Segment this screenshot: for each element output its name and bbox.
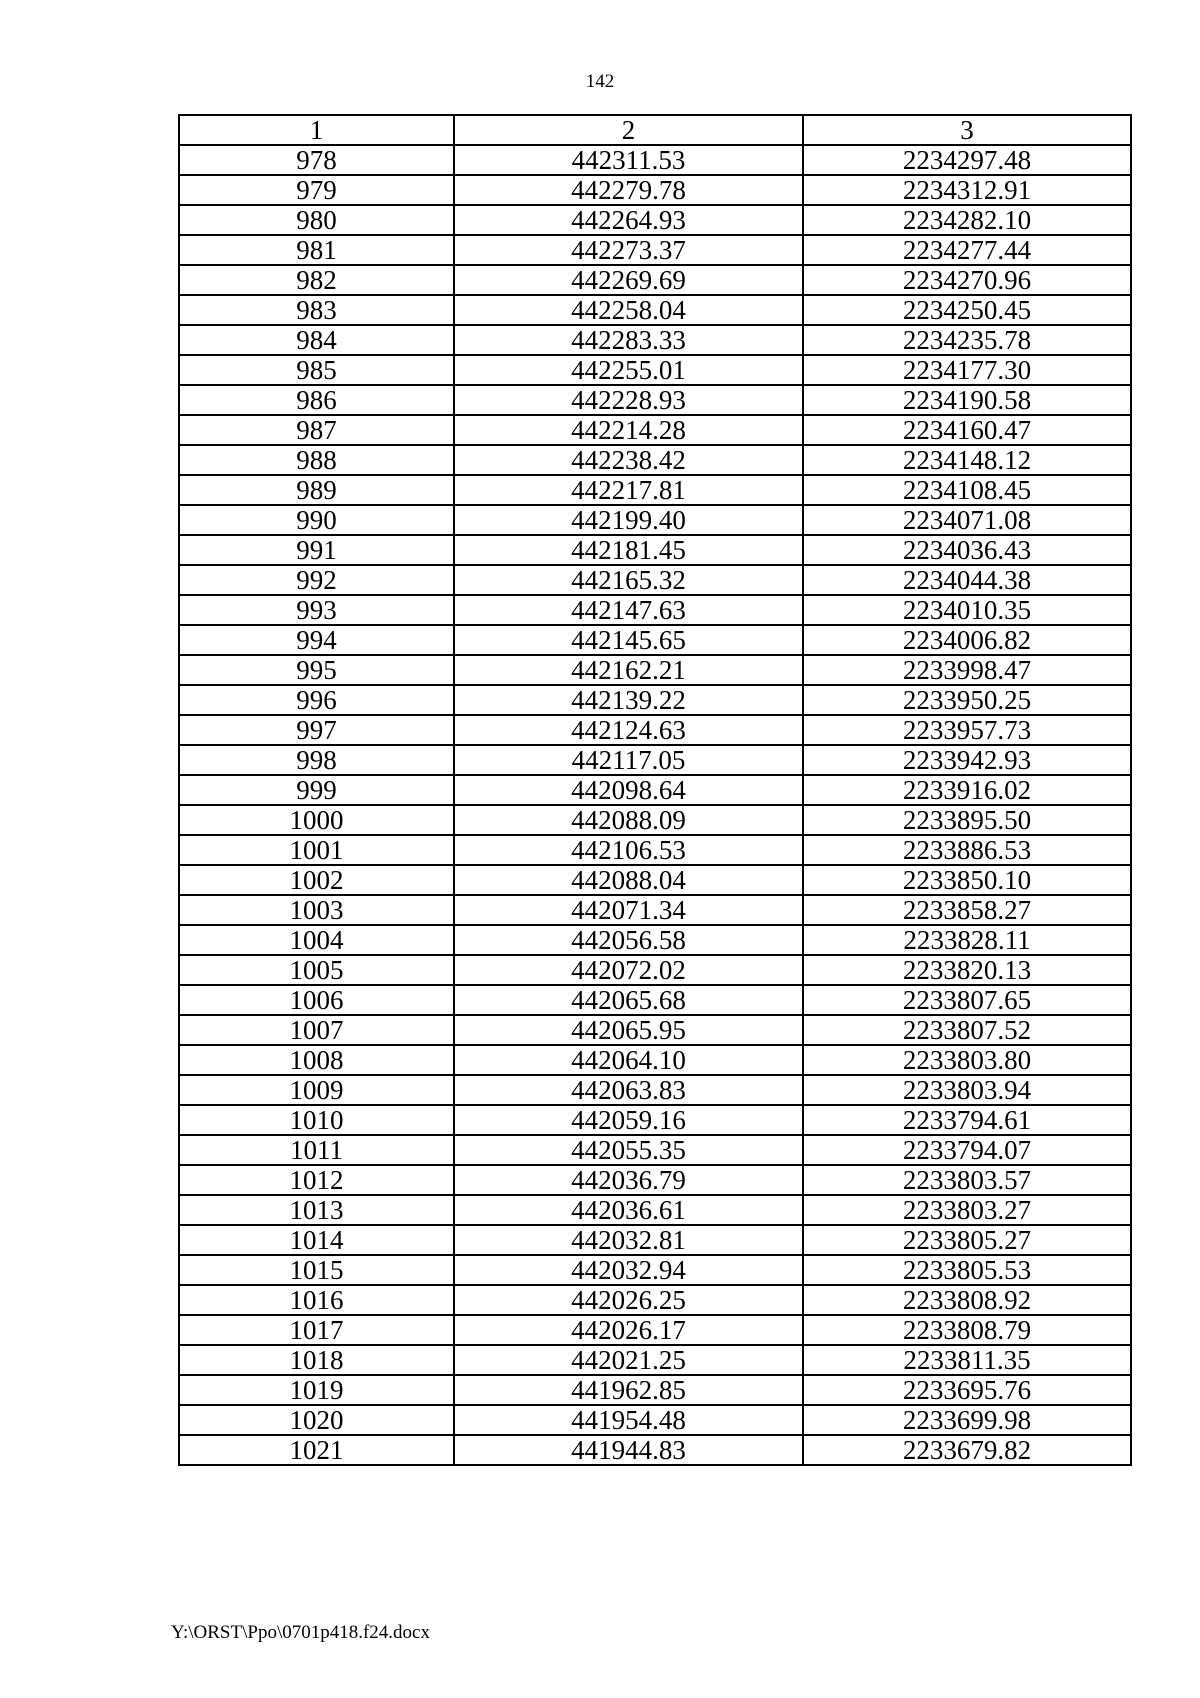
point-number-cell: 1007	[179, 1015, 454, 1045]
y-coordinate-cell: 2233811.35	[803, 1345, 1131, 1375]
point-number-cell: 996	[179, 685, 454, 715]
x-coordinate-cell: 442273.37	[454, 235, 803, 265]
table-row	[179, 1045, 1131, 1075]
table-row	[179, 1375, 1131, 1405]
table-header-row	[179, 115, 1131, 145]
x-coordinate-cell: 442199.40	[454, 505, 803, 535]
x-coordinate-cell: 442032.94	[454, 1255, 803, 1285]
point-number-cell: 997	[179, 715, 454, 745]
x-coordinate-cell: 442269.69	[454, 265, 803, 295]
y-coordinate-cell: 2233895.50	[803, 805, 1131, 835]
table-row	[179, 655, 1131, 685]
x-coordinate-cell: 442139.22	[454, 685, 803, 715]
point-number-cell: 991	[179, 535, 454, 565]
x-coordinate-cell: 442279.78	[454, 175, 803, 205]
table-row	[179, 325, 1131, 355]
point-number-cell: 985	[179, 355, 454, 385]
x-coordinate-cell: 442064.10	[454, 1045, 803, 1075]
point-number-cell: 978	[179, 145, 454, 175]
x-coordinate-cell: 442162.21	[454, 655, 803, 685]
y-coordinate-cell: 2234071.08	[803, 505, 1131, 535]
x-coordinate-cell: 442255.01	[454, 355, 803, 385]
point-number-cell: 1020	[179, 1405, 454, 1435]
table-row	[179, 1345, 1131, 1375]
y-coordinate-cell: 2233950.25	[803, 685, 1131, 715]
table-row	[179, 205, 1131, 235]
y-coordinate-cell: 2234006.82	[803, 625, 1131, 655]
point-number-cell: 987	[179, 415, 454, 445]
table-row	[179, 145, 1131, 175]
y-coordinate-cell: 2233886.53	[803, 835, 1131, 865]
table-row	[179, 265, 1131, 295]
table-row	[179, 1105, 1131, 1135]
x-coordinate-cell: 442026.17	[454, 1315, 803, 1345]
y-coordinate-cell: 2233916.02	[803, 775, 1131, 805]
table-row	[179, 955, 1131, 985]
x-coordinate-cell: 442106.53	[454, 835, 803, 865]
x-coordinate-cell: 442036.79	[454, 1165, 803, 1195]
x-coordinate-cell: 442264.93	[454, 205, 803, 235]
point-number-cell: 989	[179, 475, 454, 505]
y-coordinate-cell: 2233805.27	[803, 1225, 1131, 1255]
table-row	[179, 685, 1131, 715]
table-row	[179, 595, 1131, 625]
x-coordinate-cell: 442147.63	[454, 595, 803, 625]
x-coordinate-cell: 442258.04	[454, 295, 803, 325]
x-coordinate-cell: 442283.33	[454, 325, 803, 355]
x-coordinate-cell: 442032.81	[454, 1225, 803, 1255]
y-coordinate-cell: 2233808.79	[803, 1315, 1131, 1345]
y-coordinate-cell: 2233998.47	[803, 655, 1131, 685]
table-row	[179, 865, 1131, 895]
y-coordinate-cell: 2233942.93	[803, 745, 1131, 775]
point-number-cell: 998	[179, 745, 454, 775]
y-coordinate-cell: 2233850.10	[803, 865, 1131, 895]
table-row	[179, 445, 1131, 475]
x-coordinate-cell: 442065.95	[454, 1015, 803, 1045]
y-coordinate-cell: 2233807.65	[803, 985, 1131, 1015]
y-coordinate-cell: 2233794.61	[803, 1105, 1131, 1135]
table-row	[179, 1015, 1131, 1045]
table-row	[179, 715, 1131, 745]
point-number-cell: 1002	[179, 865, 454, 895]
point-number-cell: 999	[179, 775, 454, 805]
point-number-cell: 1010	[179, 1105, 454, 1135]
y-coordinate-cell: 2233679.82	[803, 1435, 1131, 1465]
x-coordinate-cell: 442056.58	[454, 925, 803, 955]
y-coordinate-cell: 2234108.45	[803, 475, 1131, 505]
y-coordinate-cell: 2233794.07	[803, 1135, 1131, 1165]
y-coordinate-cell: 2233957.73	[803, 715, 1131, 745]
y-coordinate-cell: 2234044.38	[803, 565, 1131, 595]
x-coordinate-cell: 442088.09	[454, 805, 803, 835]
y-coordinate-cell: 2234190.58	[803, 385, 1131, 415]
y-coordinate-cell: 2234148.12	[803, 445, 1131, 475]
table-row	[179, 535, 1131, 565]
page-number: 142	[585, 71, 615, 92]
y-coordinate-cell: 2234250.45	[803, 295, 1131, 325]
column-header-y-coordinate: 3	[803, 115, 1131, 145]
x-coordinate-cell: 442217.81	[454, 475, 803, 505]
x-coordinate-cell: 442088.04	[454, 865, 803, 895]
x-coordinate-cell: 442165.32	[454, 565, 803, 595]
point-number-cell: 992	[179, 565, 454, 595]
point-number-cell: 988	[179, 445, 454, 475]
point-number-cell: 982	[179, 265, 454, 295]
point-number-cell: 986	[179, 385, 454, 415]
point-number-cell: 1014	[179, 1225, 454, 1255]
point-number-cell: 984	[179, 325, 454, 355]
y-coordinate-cell: 2233803.27	[803, 1195, 1131, 1225]
point-number-cell: 993	[179, 595, 454, 625]
x-coordinate-cell: 441954.48	[454, 1405, 803, 1435]
point-number-cell: 1008	[179, 1045, 454, 1075]
x-coordinate-cell: 442059.16	[454, 1105, 803, 1135]
x-coordinate-cell: 442055.35	[454, 1135, 803, 1165]
point-number-cell: 1005	[179, 955, 454, 985]
x-coordinate-cell: 442145.65	[454, 625, 803, 655]
x-coordinate-cell: 442228.93	[454, 385, 803, 415]
point-number-cell: 1006	[179, 985, 454, 1015]
point-number-cell: 990	[179, 505, 454, 535]
point-number-cell: 1011	[179, 1135, 454, 1165]
y-coordinate-cell: 2233858.27	[803, 895, 1131, 925]
table-row	[179, 415, 1131, 445]
point-number-cell: 1019	[179, 1375, 454, 1405]
table-row	[179, 385, 1131, 415]
y-coordinate-cell: 2234036.43	[803, 535, 1131, 565]
table-body	[179, 115, 1131, 1465]
point-number-cell: 1009	[179, 1075, 454, 1105]
table-row	[179, 565, 1131, 595]
y-coordinate-cell: 2233803.57	[803, 1165, 1131, 1195]
column-header-point-number: 1	[179, 115, 454, 145]
table-row	[179, 1315, 1131, 1345]
y-coordinate-cell: 2233803.80	[803, 1045, 1131, 1075]
point-number-cell: 1021	[179, 1435, 454, 1465]
point-number-cell: 995	[179, 655, 454, 685]
table-row	[179, 1435, 1131, 1465]
y-coordinate-cell: 2234235.78	[803, 325, 1131, 355]
x-coordinate-cell: 442021.25	[454, 1345, 803, 1375]
y-coordinate-cell: 2234297.48	[803, 145, 1131, 175]
x-coordinate-cell: 442311.53	[454, 145, 803, 175]
y-coordinate-cell: 2233828.11	[803, 925, 1131, 955]
x-coordinate-cell: 442071.34	[454, 895, 803, 925]
y-coordinate-cell: 2234282.10	[803, 205, 1131, 235]
point-number-cell: 1004	[179, 925, 454, 955]
y-coordinate-cell: 2233699.98	[803, 1405, 1131, 1435]
table-row	[179, 745, 1131, 775]
point-number-cell: 1000	[179, 805, 454, 835]
point-number-cell: 1016	[179, 1285, 454, 1315]
table-row	[179, 775, 1131, 805]
x-coordinate-cell: 442117.05	[454, 745, 803, 775]
y-coordinate-cell: 2234277.44	[803, 235, 1131, 265]
table-row	[179, 985, 1131, 1015]
y-coordinate-cell: 2233808.92	[803, 1285, 1131, 1315]
x-coordinate-cell: 442065.68	[454, 985, 803, 1015]
table-row	[179, 1165, 1131, 1195]
coordinates-table	[178, 114, 1132, 1466]
y-coordinate-cell: 2234312.91	[803, 175, 1131, 205]
x-coordinate-cell: 442036.61	[454, 1195, 803, 1225]
table-row	[179, 295, 1131, 325]
x-coordinate-cell: 442063.83	[454, 1075, 803, 1105]
table-row	[179, 1075, 1131, 1105]
y-coordinate-cell: 2233695.76	[803, 1375, 1131, 1405]
table-row	[179, 355, 1131, 385]
table-row	[179, 625, 1131, 655]
point-number-cell: 981	[179, 235, 454, 265]
y-coordinate-cell: 2233820.13	[803, 955, 1131, 985]
x-coordinate-cell: 441944.83	[454, 1435, 803, 1465]
y-coordinate-cell: 2233803.94	[803, 1075, 1131, 1105]
point-number-cell: 1015	[179, 1255, 454, 1285]
table-row	[179, 505, 1131, 535]
table-row	[179, 1135, 1131, 1165]
table-row	[179, 1255, 1131, 1285]
point-number-cell: 1003	[179, 895, 454, 925]
point-number-cell: 1012	[179, 1165, 454, 1195]
x-coordinate-cell: 442181.45	[454, 535, 803, 565]
table-row	[179, 1405, 1131, 1435]
x-coordinate-cell: 441962.85	[454, 1375, 803, 1405]
point-number-cell: 980	[179, 205, 454, 235]
y-coordinate-cell: 2234177.30	[803, 355, 1131, 385]
table-row	[179, 895, 1131, 925]
y-coordinate-cell: 2233805.53	[803, 1255, 1131, 1285]
point-number-cell: 1013	[179, 1195, 454, 1225]
table-row	[179, 1225, 1131, 1255]
point-number-cell: 1018	[179, 1345, 454, 1375]
x-coordinate-cell: 442124.63	[454, 715, 803, 745]
y-coordinate-cell: 2233807.52	[803, 1015, 1131, 1045]
x-coordinate-cell: 442238.42	[454, 445, 803, 475]
y-coordinate-cell: 2234270.96	[803, 265, 1131, 295]
table-row	[179, 475, 1131, 505]
table-row	[179, 1285, 1131, 1315]
table-row	[179, 1195, 1131, 1225]
table-row	[179, 925, 1131, 955]
x-coordinate-cell: 442098.64	[454, 775, 803, 805]
column-header-x-coordinate: 2	[454, 115, 803, 145]
point-number-cell: 1001	[179, 835, 454, 865]
table-row	[179, 235, 1131, 265]
point-number-cell: 983	[179, 295, 454, 325]
table-row	[179, 805, 1131, 835]
y-coordinate-cell: 2234010.35	[803, 595, 1131, 625]
footer-file-path: Y:\ORST\Ppo\0701p418.f24.docx	[171, 1622, 430, 1643]
x-coordinate-cell: 442214.28	[454, 415, 803, 445]
x-coordinate-cell: 442072.02	[454, 955, 803, 985]
y-coordinate-cell: 2234160.47	[803, 415, 1131, 445]
point-number-cell: 979	[179, 175, 454, 205]
x-coordinate-cell: 442026.25	[454, 1285, 803, 1315]
table-row	[179, 175, 1131, 205]
table-row	[179, 835, 1131, 865]
point-number-cell: 1017	[179, 1315, 454, 1345]
point-number-cell: 994	[179, 625, 454, 655]
